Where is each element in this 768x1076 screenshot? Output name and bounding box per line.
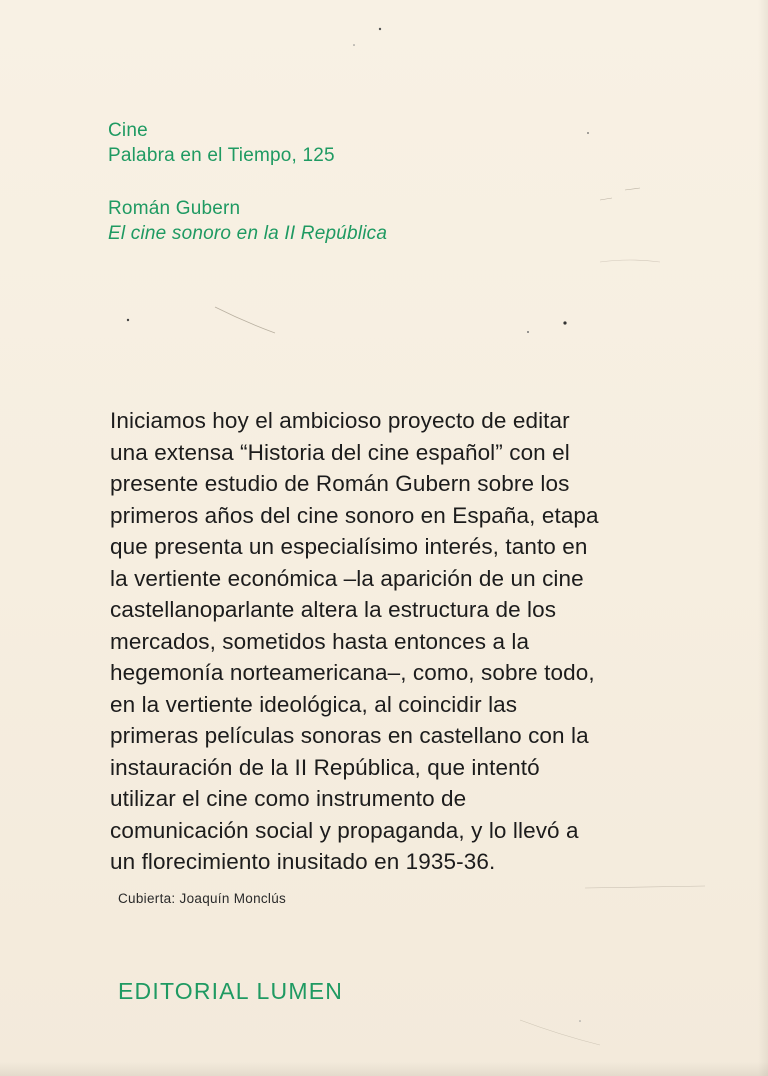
book-title: El cine sonoro en la II República (108, 223, 388, 244)
blurb-line: primeras películas sonoras en castellano con la (110, 723, 589, 748)
blurb-line: castellanoparlante altera la estructura de los (110, 597, 557, 622)
blurb-line: mercados, sometidos hasta entonces a la (110, 628, 530, 654)
blurb-line: hegemonía norteamericana–, como, sobre todo, (110, 660, 595, 685)
blurb-line: primeros años del cine sonoro en España, etapa (110, 502, 599, 528)
page-edge-shadow-bottom (0, 1062, 768, 1076)
cover-credit: Cubierta: Joaquín Monclús (118, 891, 287, 906)
blurb-line: una extensa “Historia del cine español” con el (110, 439, 570, 465)
blurb-line: instauración de la II República, que intentó (110, 754, 540, 780)
blurb-line: un florecimiento inusitado en 1935-36. (110, 849, 496, 874)
blurb-line: que presenta un especialísimo interés, tanto en (110, 534, 588, 559)
blurb-line: utilizar el cine como instrumento de (110, 786, 467, 811)
series-block (108, 118, 335, 168)
author-name: Román Gubern (108, 198, 241, 219)
page-edge-shadow-right (758, 0, 768, 1076)
blurb-line: presente estudio de Román Gubern sobre los (110, 471, 570, 496)
blurb-line: la vertiente económica –la aparición de un cine (110, 565, 584, 591)
blurb-line: en la vertiente ideológica, al coincidir las (110, 691, 518, 717)
blurb-line: Iniciamos hoy el ambicioso proyecto de editar (110, 408, 570, 433)
blurb-line: comunicación social y propaganda, y lo llevó a (110, 817, 579, 843)
blurb-paragraph (110, 405, 700, 878)
series-category: Cine (108, 120, 148, 141)
book-info-block (108, 196, 387, 246)
series-collection: Palabra en el Tiempo, 125 (108, 145, 335, 166)
publisher-name: EDITORIAL LUMEN (118, 978, 344, 1004)
